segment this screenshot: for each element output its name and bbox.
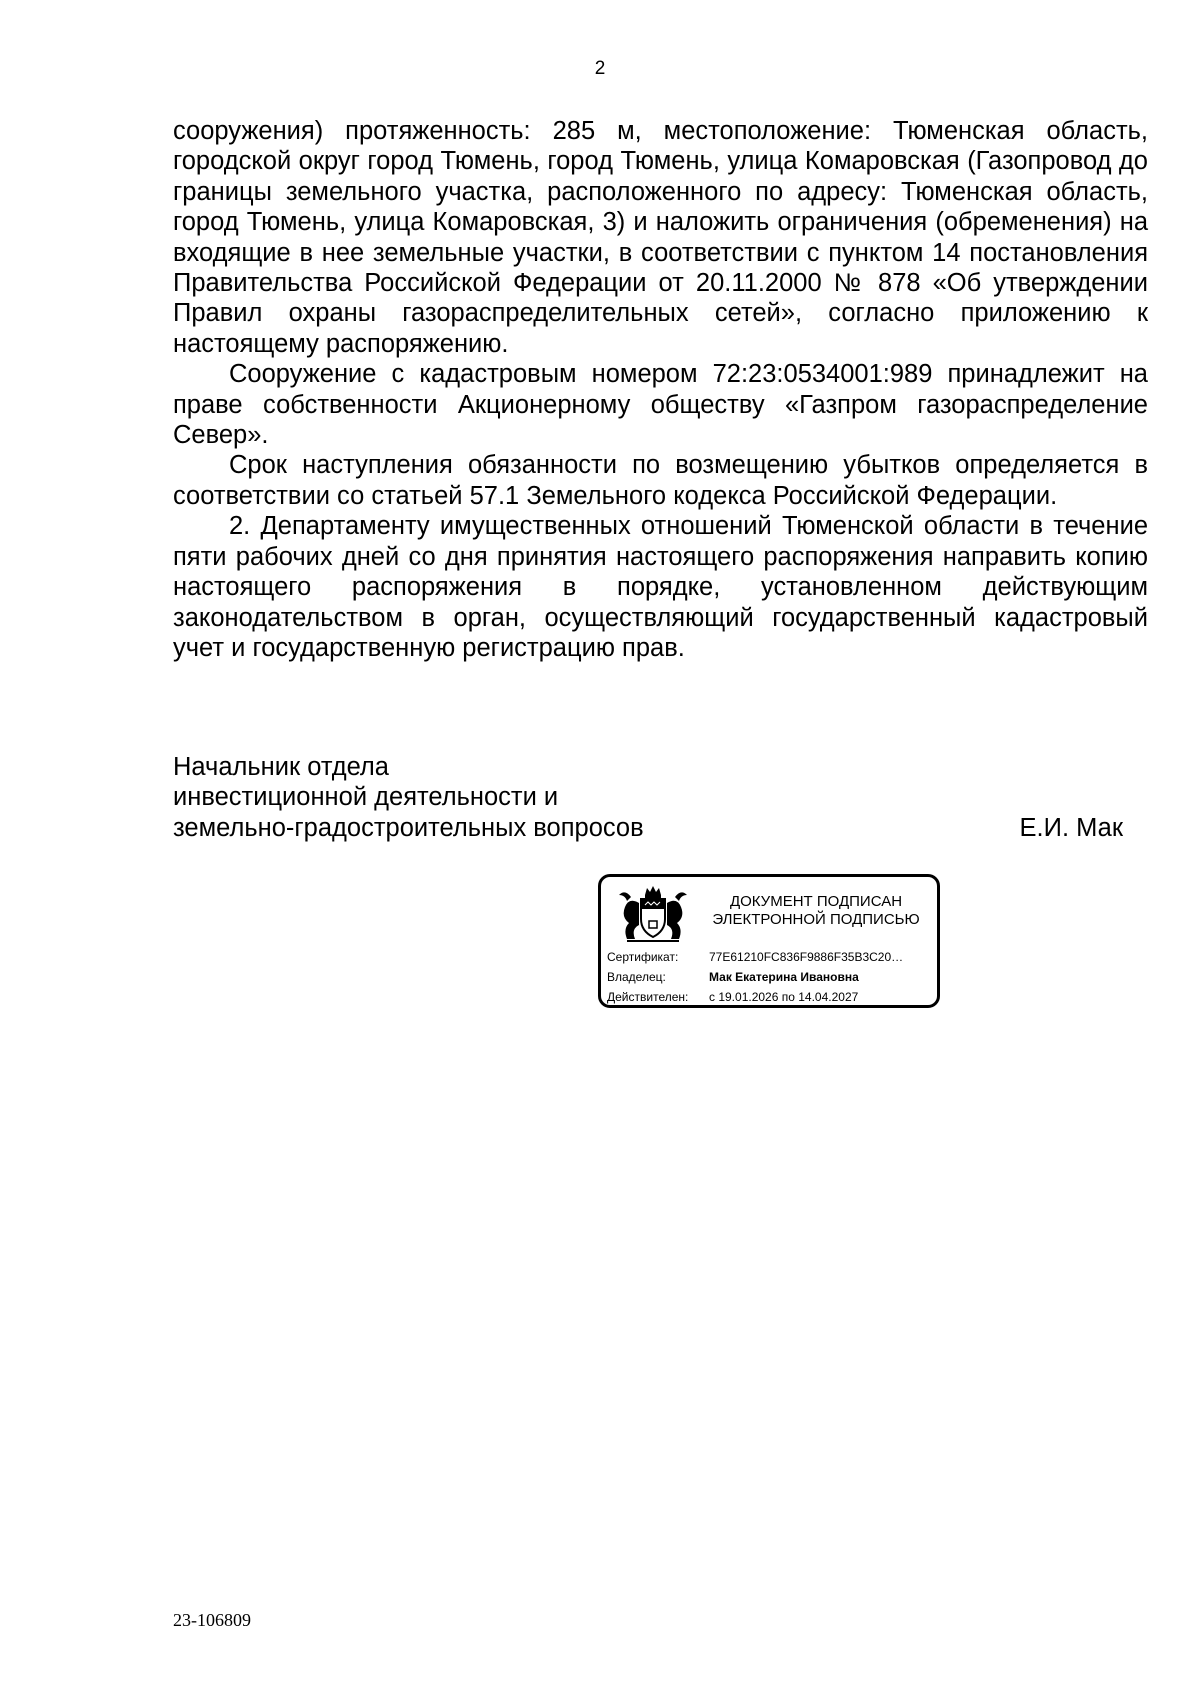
coat-of-arms-icon: [609, 883, 697, 947]
stamp-value: с 19.01.2026 по 14.04.2027: [709, 990, 859, 1004]
stamp-row-owner: [607, 967, 937, 987]
signer-title-line: земельно-градостроительных вопросов: [173, 813, 644, 842]
stamp-row-certificate: [607, 947, 937, 967]
stamp-label: Действителен:: [607, 990, 689, 1004]
electronic-signature-stamp: [598, 874, 940, 1008]
signature-block: [173, 752, 1123, 843]
stamp-header-line: ЭЛЕКТРОННОЙ ПОДПИСЬЮ: [712, 911, 920, 928]
stamp-label: Сертификат:: [607, 950, 679, 964]
paragraph-compensation: Срок наступления обязанности по возмещению убытков определяется в соответствии со статьей 57.1 Земельного кодекса Российской Федерации.: [173, 451, 1148, 510]
signer-title-line: Начальник отдела: [173, 753, 389, 781]
stamp-row-validity: [607, 987, 937, 1007]
stamp-value: Мак Екатерина Ивановна: [709, 970, 859, 984]
paragraph-continuation: сооружения) протяженность: 285 м, местоположение: Тюменская область, городской округ город Тюмень, город Тюмень, улица Комаровская (Газопровод до границы земельного участка, расположенного по адресу: Тюменская область, город Тюмень, улица Комаровская, 3) и наложить ограничения (обременения) на входящие в нее земельные участки, в соответствии с пунктом 14 постановления Правительства Российской Федерации от 20.11.2000 № 878 «Об утверждении Правил охраны газораспределительных сетей», согласно приложению к настоящему распоряжению.: [173, 117, 1148, 358]
stamp-details: [607, 947, 937, 1007]
signer-title-line: инвестиционной деятельности и: [173, 783, 559, 812]
paragraph-ownership: Сооружение с кадастровым номером 72:23:0534001:989 принадлежит на праве собственности Акционерному обществу «Газпром газораспределение Север».: [173, 360, 1148, 450]
signer-name: Е.И. Мак: [1019, 813, 1123, 842]
page-number: 2: [594, 58, 606, 79]
stamp-header: [701, 893, 931, 929]
paragraph-item-2: 2. Департаменту имущественных отношений Тюменской области в течение пяти рабочих дней со дня принятия настоящего распоряжения направить копию настоящего распоряжения в порядке, установленном действующим законодательством в орган, осуществляющий государственный кадастровый учет и государственную регистрацию прав.: [173, 512, 1148, 662]
document-body: [173, 116, 1148, 663]
signer-title: [173, 752, 1123, 843]
document-number: 23-106809: [173, 1610, 251, 1630]
stamp-value: 77E61210FC836F9886F35B3C20…: [709, 950, 904, 964]
stamp-label: Владелец:: [607, 970, 666, 984]
stamp-header-line: ДОКУМЕНТ ПОДПИСАН: [729, 893, 903, 910]
